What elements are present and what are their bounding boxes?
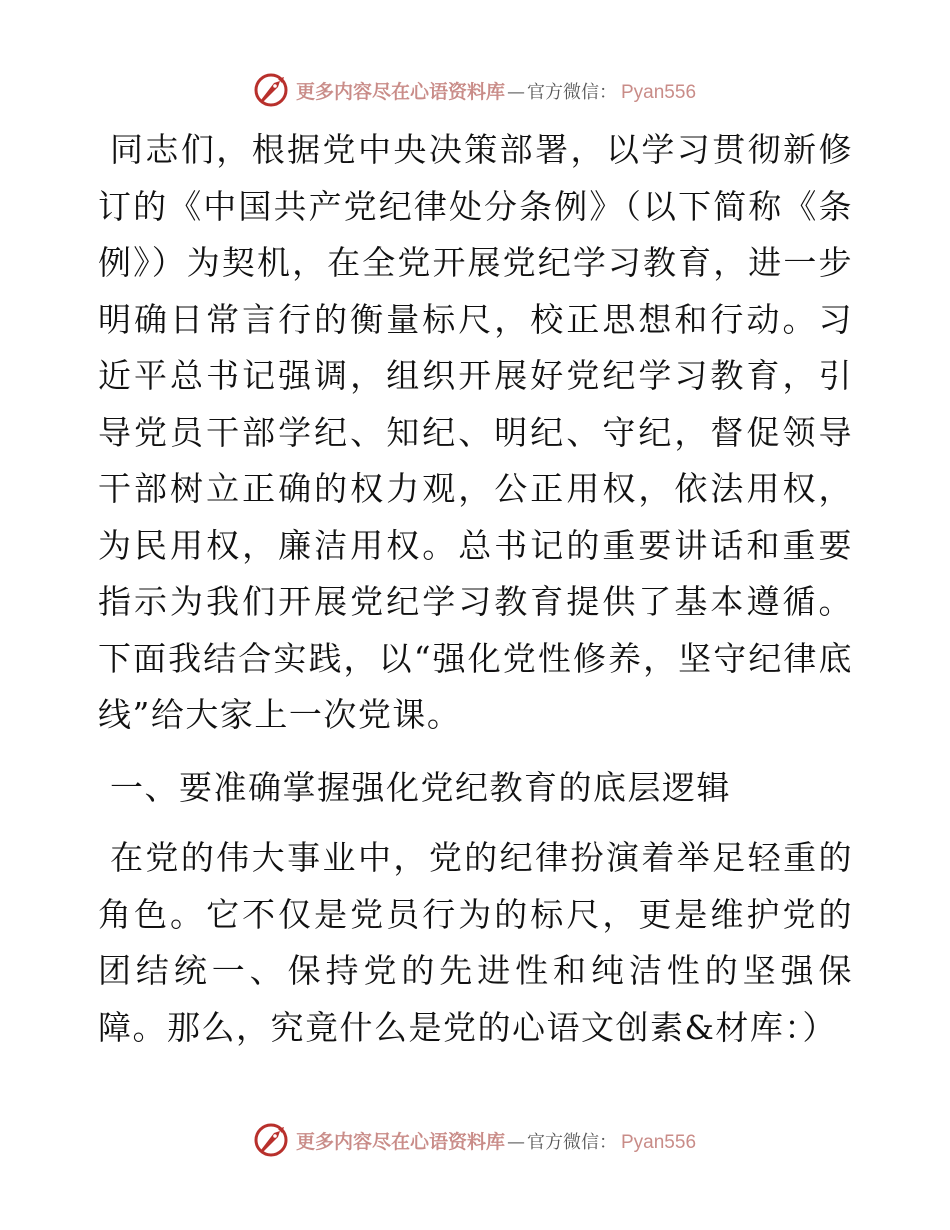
footer-text (296, 1127, 696, 1154)
header-wechat-label: 官方微信： (527, 81, 617, 103)
header-text (296, 77, 696, 104)
footer-wechat-label: 官方微信： (527, 1131, 617, 1153)
spacer (98, 744, 853, 760)
header-main-text: 更多内容尽在心语资料库 (295, 80, 505, 103)
spacer (98, 816, 853, 830)
footer-wechat-id: Pyan556 (621, 1131, 697, 1153)
pen-nib-logo-icon (254, 73, 288, 107)
paragraph-intro: 同志们，根据党中央决策部署，以学习贯彻新修订的《中国共产党纪律处分条例》（以下简称《条例》）为契机，在全党开展党纪学习教育，进一步明确日常言行的衡量标尺，校正思想和行动。习近平总书记强调，组织开展好党纪学习教育，引导党员干部学纪、知纪、明纪、守纪，督促领导干部树立正确的权力观，公正用权，依法用权，为民用权，廉洁用权。总书记的重要讲话和重要指示为我们开展党纪学习教育提供了基本遵循。下面我结合实践，以“强化党性修养，坚守纪律底线”给大家上一次党课。 (98, 130, 853, 734)
document-body (98, 122, 853, 1056)
header-separator: — (507, 81, 525, 103)
footer-main-text: 更多内容尽在心语资料库 (295, 1130, 505, 1153)
paragraph-section-1: 在党的伟大事业中，党的纪律扮演着举足轻重的角色。它不仅是党员行为的标尺，更是维护党的团结统一、保持党的先进性和纯洁性的坚强保障。那么，究竟什么是党的心语文创素&材库：） (98, 838, 853, 1047)
section-heading-1: 一、要准确掌握强化党纪教育的底层逻辑 (110, 767, 731, 807)
footer-banner (0, 1118, 950, 1162)
header-banner (0, 68, 950, 112)
pen-nib-logo-icon (254, 1123, 288, 1157)
header-wechat-id: Pyan556 (621, 81, 697, 103)
footer-separator: — (507, 1131, 525, 1153)
